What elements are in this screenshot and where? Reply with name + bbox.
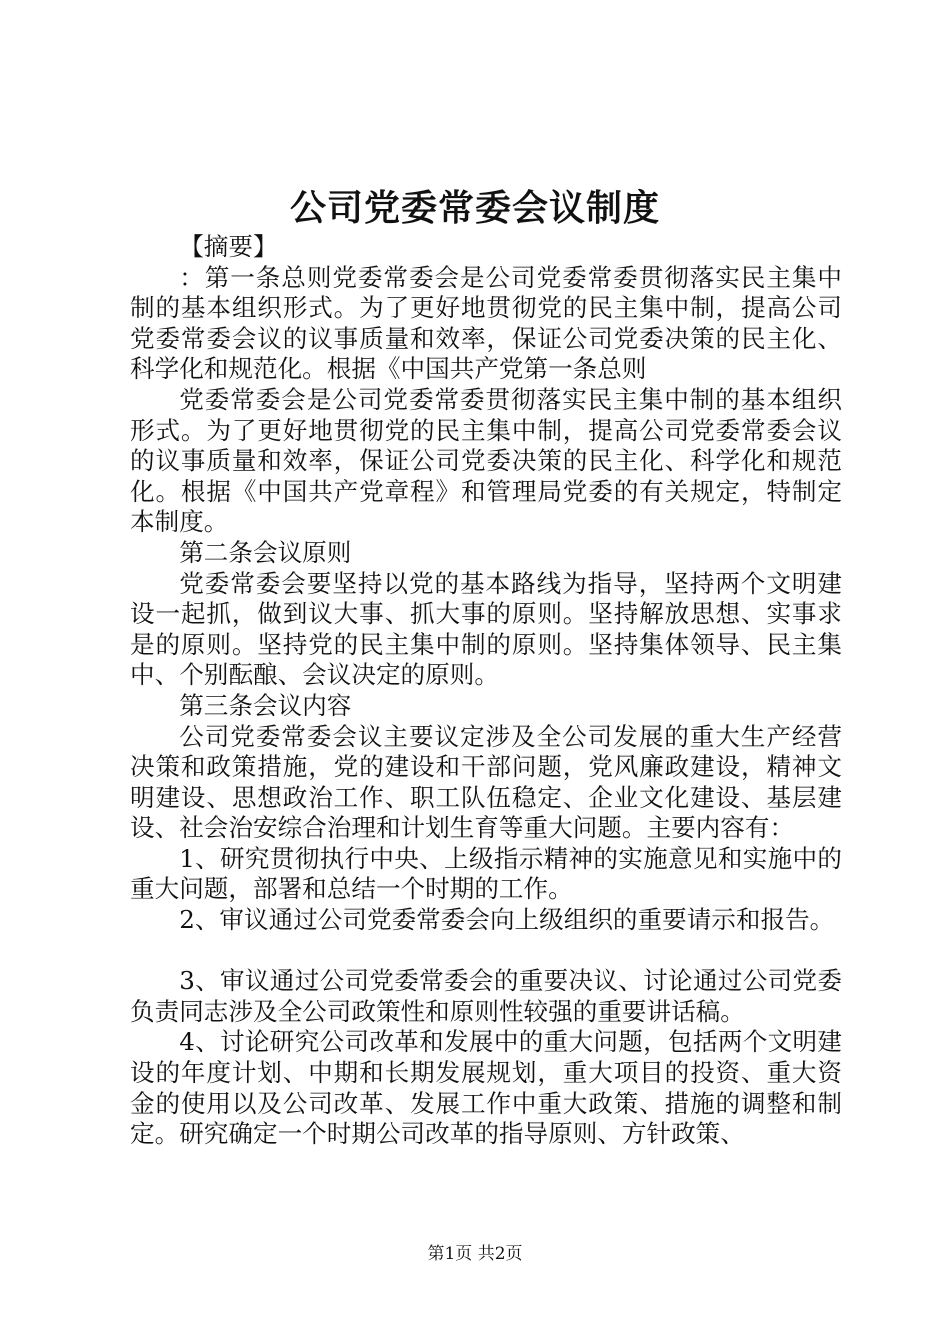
document-title: 公司党委常委会议制度	[289, 187, 660, 229]
list-item-3: 3、审议通过公司党委常委会的重要决议、讨论通过公司党委负责同志涉及全公司政策性和原则性较强的重要讲话稿。	[130, 966, 842, 1026]
abstract-paragraph: ：第一条总则党委常委会是公司党委常委贯彻落实民主集中制的基本组织形式。为了更好地贯彻党的民主集中制，提高公司党委常委会议的议事质量和效率，保证公司党委决策的民主化、科学化和规范化。根据《中国共产党第一条总则	[130, 262, 842, 384]
article-3-paragraph: 公司党委常委会议主要议定涉及全公司发展的重大生产经营决策和政策措施，党的建设和干部问题，党风廉政建设，精神文明建设、思想政治工作、职工队伍稳定、企业文化建设、基层建设、社会治安综合治理和计划生育等重大问题。主要内容有：	[130, 721, 842, 843]
page-footer: 第1页 共2页	[427, 1244, 523, 1264]
article-1-paragraph: 党委常委会是公司党委常委贯彻落实民主集中制的基本组织形式。为了更好地贯彻党的民主集中制，提高公司党委常委会议的议事质量和效率，保证公司党委决策的民主化、科学化和规范化。根据《中国共产党章程》和管理局党委的有关规定，特制定本制度。	[130, 384, 842, 537]
article-2-heading: 第二条会议原则	[179, 537, 352, 567]
blank-line	[130, 936, 842, 967]
abstract-label: 【摘要】	[179, 232, 278, 261]
document-body	[130, 232, 842, 1150]
list-item-2: 2、审议通过公司党委常委会向上级组织的重要请示和报告。	[179, 905, 835, 935]
article-3-heading: 第三条会议内容	[179, 690, 352, 720]
article-2-paragraph: 党委常委会要坚持以党的基本路线为指导，坚持两个文明建设一起抓，做到议大事、抓大事的原则。坚持解放思想、实事求是的原则。坚持党的民主集中制的原则。坚持集体领导、民主集中、个别酝酿、会议决定的原则。	[130, 568, 842, 690]
list-item-4: 4、讨论研究公司改革和发展中的重大问题，包括两个文明建设的年度计划、中期和长期发展规划，重大项目的投资、重大资金的使用以及公司改革、发展工作中重大政策、措施的调整和制定。研究确定一个时期公司改革的指导原则、方针政策、	[130, 1027, 842, 1149]
list-item-1: 1、研究贯彻执行中央、上级指示精神的实施意见和实施中的重大问题，部署和总结一个时期的工作。	[130, 843, 842, 904]
